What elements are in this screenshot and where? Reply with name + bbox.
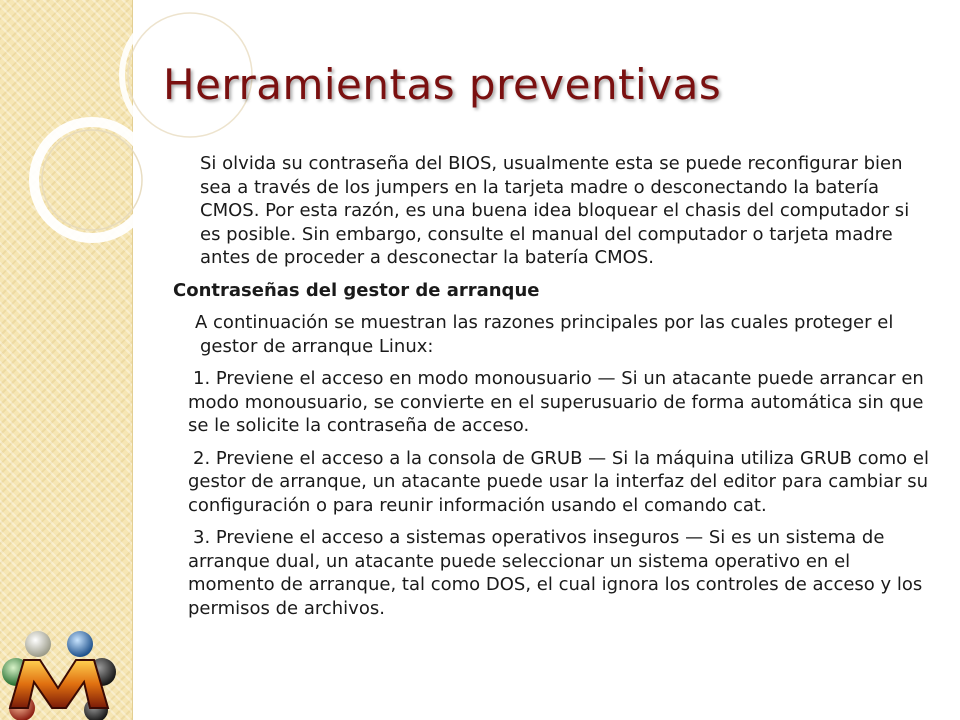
list-item: 3. Previene el acceso a sistemas operativos inseguros — Si es un sistema de arranque dual, un atacante puede seleccionar un sistema operativo en el momento de arranque, tal como DOS, el cual ignora los controles de acceso y los permisos de archivos. [188, 527, 923, 619]
intro-paragraph: Si olvida su contraseña del BIOS, usualmente esta se puede reconfigurar bien sea a través de los jumpers en la tarjeta madre o desconectando la batería CMOS. Por esta razón, es una buena idea bloquear el chasis del computador si es posible. Sin embargo, consulte el manual del computador o tarjeta madre antes de proceder a desconectar la batería CMOS. [200, 153, 910, 268]
list-item: 1. Previene el acceso en modo monousuario — Si un atacante puede arrancar en modo monousuario, se convierte en el superusuario de forma automática sin que se le solicite la contraseña de acceso. [188, 368, 924, 436]
list-item: 2. Previene el acceso a la consola de GRUB — Si la máquina utiliza GRUB como el gestor de arranque, un atacante puede usar la interfaz del editor para cambiar su configuración o para reunir información usando el comando cat. [188, 447, 929, 516]
magic-m-logo-icon [0, 630, 120, 720]
section-heading: Contraseñas del gestor de arranque [173, 279, 540, 301]
slide-body [165, 152, 935, 620]
section-intro-paragraph: A continuación se muestran las razones principales por las cuales proteger el gestor de arranque Linux: [195, 312, 894, 357]
slide-title: Herramientas preventivas [163, 60, 722, 109]
